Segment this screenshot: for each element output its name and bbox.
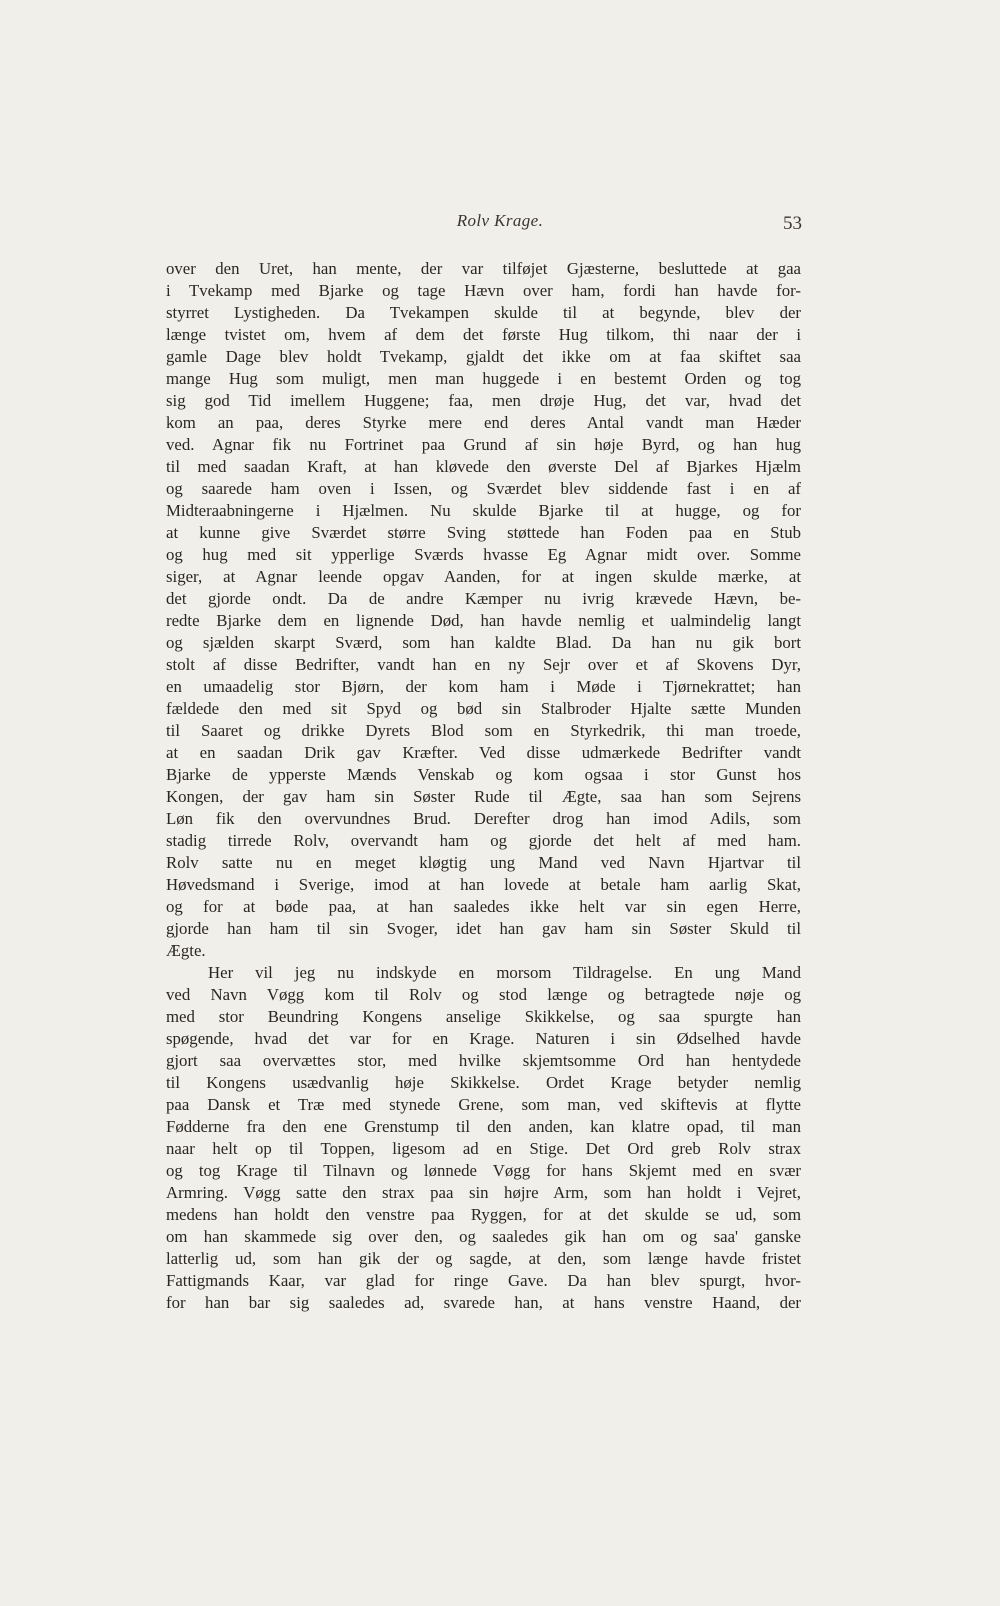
text-line: at kunne give Sværdet større Sving støttede han Foden paa en Stub — [166, 523, 801, 542]
text-line: og tog Krage til Tilnavn og lønnede Vøgg for hans Skjemt med en svær — [166, 1161, 801, 1180]
text-line: Rolv satte nu en meget kløgtig ung Mand ved Navn Hjartvar til — [166, 853, 801, 872]
body-text — [166, 258, 801, 1314]
text-line: om han skammede sig over den, og saaledes gik han om og saa' ganske — [166, 1227, 801, 1246]
text-line: Ægte. — [166, 941, 206, 960]
text-line: medens han holdt den venstre paa Ryggen, for at det skulde se ud, som — [166, 1205, 801, 1224]
text-line: naar helt op til Toppen, ligesom ad en Stige. Det Ord greb Rolv strax — [166, 1139, 801, 1158]
text-line: at en saadan Drik gav Kræfter. Ved disse udmærkede Bedrifter vandt — [166, 743, 801, 762]
text-line: for han bar sig saaledes ad, svarede han, at hans venstre Haand, der — [166, 1293, 801, 1312]
text-line: fældede den med sit Spyd og bød sin Stalbroder Hjalte sætte Munden — [166, 699, 801, 718]
text-line: Armring. Vøgg satte den strax paa sin højre Arm, som han holdt i Vejret, — [166, 1183, 801, 1202]
page-number: 53 — [783, 213, 802, 234]
text-line: stolt af disse Bedrifter, vandt han en ny Sejr over et af Skovens Dyr, — [166, 655, 801, 674]
text-line: redte Bjarke dem en lignende Død, han havde nemlig et ualmindelig langt — [166, 611, 801, 630]
text-line: gjorde han ham til sin Svoger, idet han gav ham sin Søster Skuld til — [166, 919, 801, 938]
text-line: spøgende, hvad det var for en Krage. Naturen i sin Ødselhed havde — [166, 1029, 801, 1048]
text-line: Kongen, der gav ham sin Søster Rude til Ægte, saa han som Sejrens — [166, 787, 801, 806]
text-line: Her vil jeg nu indskyde en morsom Tildragelse. En ung Mand — [208, 963, 801, 982]
text-line: latterlig ud, som han gik der og sagde, at den, som længe havde fristet — [166, 1249, 801, 1268]
text-line: og saarede ham oven i Issen, og Sværdet blev siddende fast i en af — [166, 479, 801, 498]
text-line: stadig tirrede Rolv, overvandt ham og gjorde det helt af med ham. — [166, 831, 801, 850]
text-line: styrret Lystigheden. Da Tvekampen skulde til at begynde, blev der — [166, 303, 801, 322]
text-line: Fødderne fra den ene Grenstump til den anden, kan klatre opad, til man — [166, 1117, 801, 1136]
text-line: siger, at Agnar leende opgav Aanden, for at ingen skulde mærke, at — [166, 567, 801, 586]
text-line: og sjælden skarpt Sværd, som han kaldte Blad. Da han nu gik bort — [166, 633, 801, 652]
text-line: over den Uret, han mente, der var tilføjet Gjæsterne, besluttede at gaa — [166, 259, 801, 278]
text-line: med stor Beundring Kongens anselige Skikkelse, og saa spurgte han — [166, 1007, 801, 1026]
text-line: og hug med sit ypperlige Sværds hvasse Eg Agnar midt over. Somme — [166, 545, 801, 564]
text-line: ved Navn Vøgg kom til Rolv og stod længe og betragtede nøje og — [166, 985, 801, 1004]
text-line: og for at bøde paa, at han saaledes ikke helt var sin egen Herre, — [166, 897, 801, 916]
text-line: mange Hug som muligt, men man huggede i en bestemt Orden og tog — [166, 369, 801, 388]
text-line: længe tvistet om, hvem af dem det første Hug tilkom, thi naar der i — [166, 325, 801, 344]
text-line: til Saaret og drikke Dyrets Blod som en Styrkedrik, thi man troede, — [166, 721, 801, 740]
text-line: kom an paa, deres Styrke mere end deres Antal vandt man Hæder — [166, 413, 801, 432]
text-line: Fattigmands Kaar, var glad for ringe Gave. Da han blev spurgt, hvor- — [166, 1271, 801, 1290]
text-line: gamle Dage blev holdt Tvekamp, gjaldt det ikke om at faa skiftet saa — [166, 347, 801, 366]
text-line: til med saadan Kraft, at han kløvede den øverste Del af Bjarkes Hjælm — [166, 457, 801, 476]
text-line: Høvedsmand i Sverige, imod at han lovede at betale ham aarlig Skat, — [166, 875, 801, 894]
text-line: en umaadelig stor Bjørn, der kom ham i Møde i Tjørnekrattet; han — [166, 677, 801, 696]
text-line: gjort saa overvættes stor, med hvilke skjemtsomme Ord han hentydede — [166, 1051, 801, 1070]
text-line: Bjarke de ypperste Mænds Venskab og kom ogsaa i stor Gunst hos — [166, 765, 801, 784]
text-line: paa Dansk et Træ med stynede Grene, som man, ved skiftevis at flytte — [166, 1095, 801, 1114]
running-head — [0, 211, 1000, 241]
text-line: Midteraabningerne i Hjælmen. Nu skulde Bjarke til at hugge, og for — [166, 501, 801, 520]
text-line: ved. Agnar fik nu Fortrinet paa Grund af sin høje Byrd, og han hug — [166, 435, 801, 454]
text-line: Løn fik den overvundnes Brud. Derefter drog han imod Adils, som — [166, 809, 801, 828]
text-line: i Tvekamp med Bjarke og tage Hævn over ham, fordi han havde for- — [166, 281, 801, 300]
text-line: det gjorde ondt. Da de andre Kæmper nu ivrig krævede Hævn, be- — [166, 589, 801, 608]
running-title: Rolv Krage. — [456, 211, 544, 230]
text-line: sig god Tid imellem Huggene; faa, men drøje Hug, det var, hvad det — [166, 391, 801, 410]
text-line: til Kongens usædvanlig høje Skikkelse. Ordet Krage betyder nemlig — [166, 1073, 801, 1092]
